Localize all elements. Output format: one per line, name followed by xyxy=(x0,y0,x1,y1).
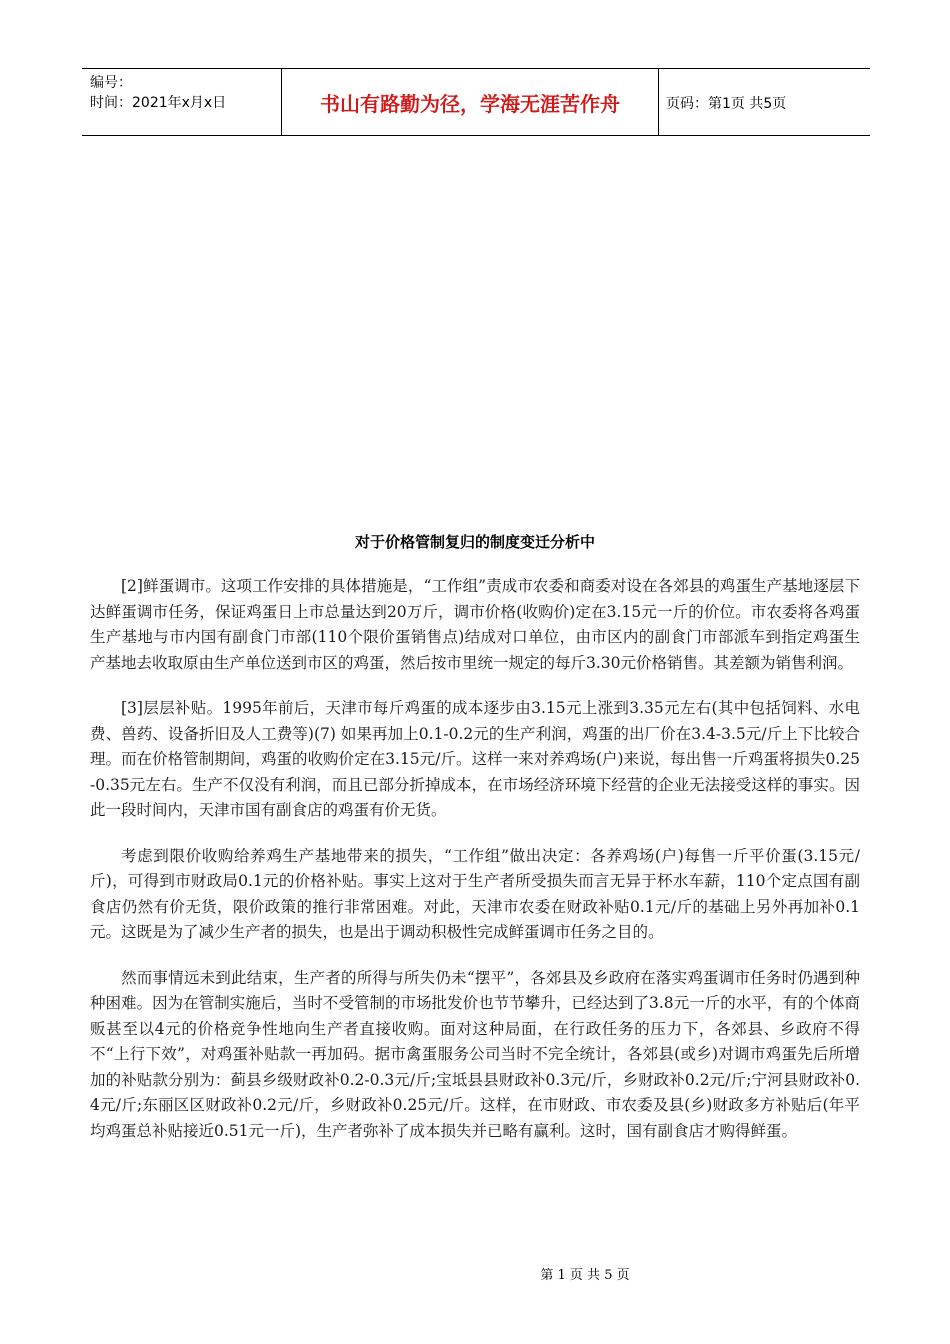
paragraph: 考虑到限价收购给养鸡生产基地带来的损失，“工作组”做出决定：各养鸡场(户)每售一斤平价蛋(3.15元/斤)，可得到市财政局0.1元的价格补贴。事实上这对于生产者所受损失而言无异于杯水车薪，110个定点国有副食店仍然有价无货，限价政策的推行非常困难。对此，天津市农委在财政补贴0.1元/斤的基础上另外再加补0.1元。这既是为了减少生产者的损失，也是出于调动积极性完成鲜蛋调市任务之目的。 xyxy=(90,846,860,941)
header-page-code: 页码：第1页 共5页 xyxy=(666,95,787,112)
document-body xyxy=(90,574,860,1164)
document-title: 对于价格管制复归的制度变迁分析中 xyxy=(354,533,595,551)
date-line: 时间：2021年x月x日 xyxy=(90,95,227,111)
paragraph: [3]层层补贴。1995年前后，天津市每斤鸡蛋的成本逐步由3.15元上涨到3.35元左右(其中包括饲料、水电费、兽药、设备折旧及人工费等)(7) 如果再加上0.1-0.2元的生产利润，鸡蛋的出厂价在3.4-3.5元/斤上下比较合理。而在价格管制期间，鸡蛋的收购价定在3.15元/斤。这样一来对养鸡场(户)来说，每出售一斤鸡蛋将损失0.25-0.35元左右。生产不仅没有利润，而且已部分折掉成本，在市场经济环境下经营的企业无法接受这样的事实。因此一段时间内，天津市国有副食店的鸡蛋有价无货。 xyxy=(90,699,860,819)
serial-number-label: 编号： xyxy=(90,75,132,91)
page-footer: 第 1 页 共 5 页 xyxy=(540,1268,630,1283)
header-motto: 书山有路勤为径，学海无涯苦作舟 xyxy=(320,92,620,116)
page-header xyxy=(82,68,870,136)
header-divider-right xyxy=(658,69,659,136)
header-meta xyxy=(90,73,226,113)
paragraph: 然而事情远未到此结束，生产者的所得与所失仍未“摆平”，各郊县及乡政府在落实鸡蛋调市任务时仍遇到种种困难。因为在管制实施后，当时不受管制的市场批发价也节节攀升，已经达到了3.8元一斤的水平，有的个体商贩甚至以4元的价格竞争性地向生产者直接收购。面对这种局面，在行政任务的压力下，各郊县、乡政府不得不“上行下效”，对鸡蛋补贴款一再加码。据市禽蛋服务公司当时不完全统计，各郊县(或乡)对调市鸡蛋先后所增加的补贴款分别为：蓟县乡级财政补0.2-0.3元/斤;宝坻县县财政补0.3元/斤，乡财政补0.2元/斤;宁河县财政补0.4元/斤;东丽区区财政补0.2元/斤，乡财政补0.25元/斤。这样，在市财政、市农委及县(乡)财政多方补贴后(年平均鸡蛋总补贴接近0.51元一斤)，生产者弥补了成本损失并已略有赢利。这时，国有副食店才购得鲜蛋。 xyxy=(90,968,860,1140)
paragraph: [2]鲜蛋调市。这项工作安排的具体措施是，“工作组”责成市农委和商委对设在各郊县的鸡蛋生产基地逐层下达鲜蛋调市任务，保证鸡蛋日上市总量达到20万斤，调市价格(收购价)定在3.15元一斤的价位。市农委将各鸡蛋生产基地与市内国有副食门市部(110个限价蛋销售点)结成对口单位，由市区内的副食门市部派车到指定鸡蛋生产基地去收取原由生产单位送到市区的鸡蛋，然后按市里统一规定的每斤3.30元价格销售。其差额为销售利润。 xyxy=(90,577,860,672)
